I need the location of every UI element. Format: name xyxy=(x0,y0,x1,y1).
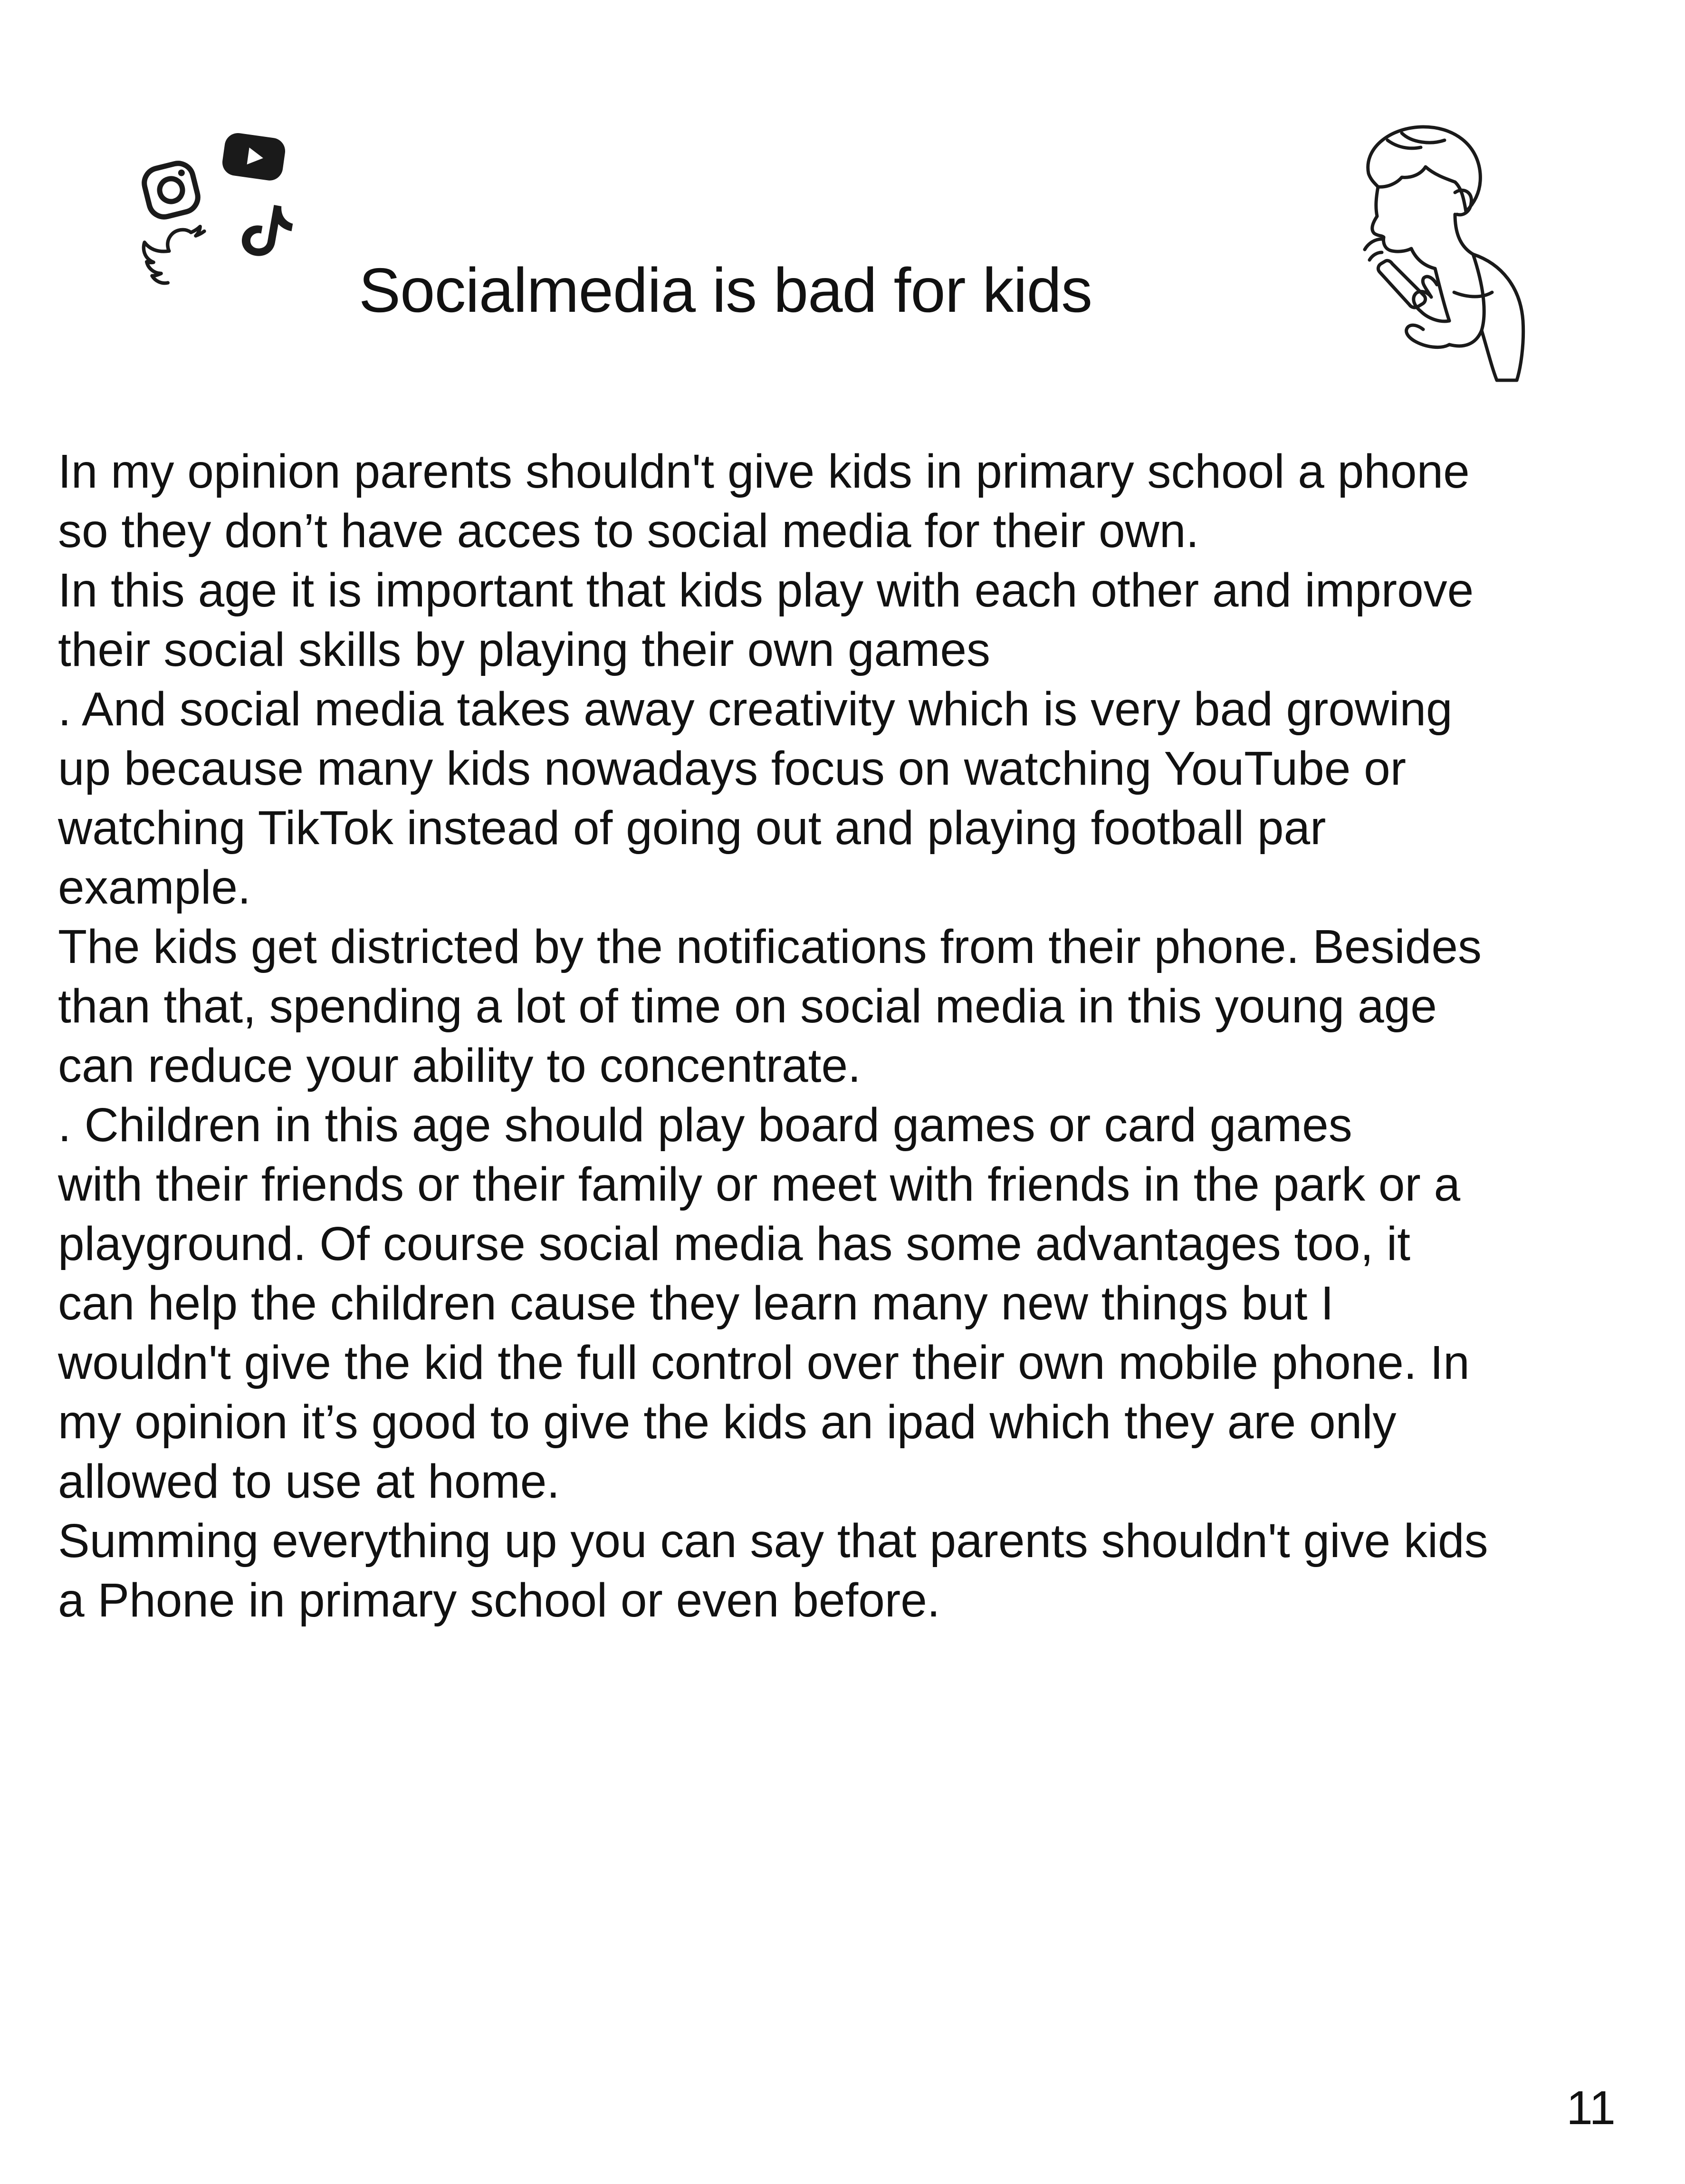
paragraph-line: up because many kids nowadays focus on watching YouTube or xyxy=(58,742,1407,795)
paragraph-line: with their friends or their family or meet with friends in the park or a xyxy=(58,1158,1461,1211)
child-using-phone-illustration xyxy=(1331,121,1540,387)
paragraph-line: than that, spending a lot of time on social media in this young age xyxy=(58,980,1437,1033)
paragraph-line: The kids get districted by the notifications from their phone. Besides xyxy=(58,920,1482,973)
body-text xyxy=(58,442,1636,1630)
page-title: Socialmedia is bad for kids xyxy=(359,255,1092,325)
paragraph-line: In my opinion parents shouldn't give kids in primary school a phone xyxy=(58,445,1470,498)
paragraph-line: my opinion it’s good to give the kids an ipad which they are only xyxy=(58,1395,1397,1449)
paragraph-line: wouldn't give the kid the full control over their own mobile phone. In xyxy=(58,1336,1470,1389)
youtube-icon xyxy=(219,128,290,185)
twitter-bird-icon xyxy=(147,231,219,288)
paragraph-line: watching TikTok instead of going out and playing football par xyxy=(58,801,1326,855)
paragraph-line: playground. Of course social media has some advantages too, it xyxy=(58,1217,1411,1270)
paragraph-line: can help the children cause they learn many new things but I xyxy=(58,1277,1334,1330)
instagram-icon xyxy=(138,157,204,223)
paragraph-line: can reduce your ability to concentrate. xyxy=(58,1039,861,1092)
paragraph-line: their social skills by playing their own games xyxy=(58,623,990,676)
paragraph-line: In this age it is important that kids play with each other and improve xyxy=(58,564,1474,617)
paragraph-line: Summing everything up you can say that parents shouldn't give kids xyxy=(58,1514,1488,1568)
social-media-icons xyxy=(138,128,309,290)
paragraph-line: so they don’t have acces to social media for their own. xyxy=(58,504,1199,558)
paragraph-line: a Phone in primary school or even before. xyxy=(58,1574,940,1627)
paragraph-line: . Children in this age should play board games or card games xyxy=(58,1098,1352,1152)
paragraph-line: allowed to use at home. xyxy=(58,1455,560,1508)
paragraph-line: example. xyxy=(58,861,251,914)
page-number: 11 xyxy=(1566,2081,1616,2135)
tiktok-icon xyxy=(240,200,297,261)
paragraph-line: . And social media takes away creativity which is very bad growing xyxy=(58,683,1453,736)
